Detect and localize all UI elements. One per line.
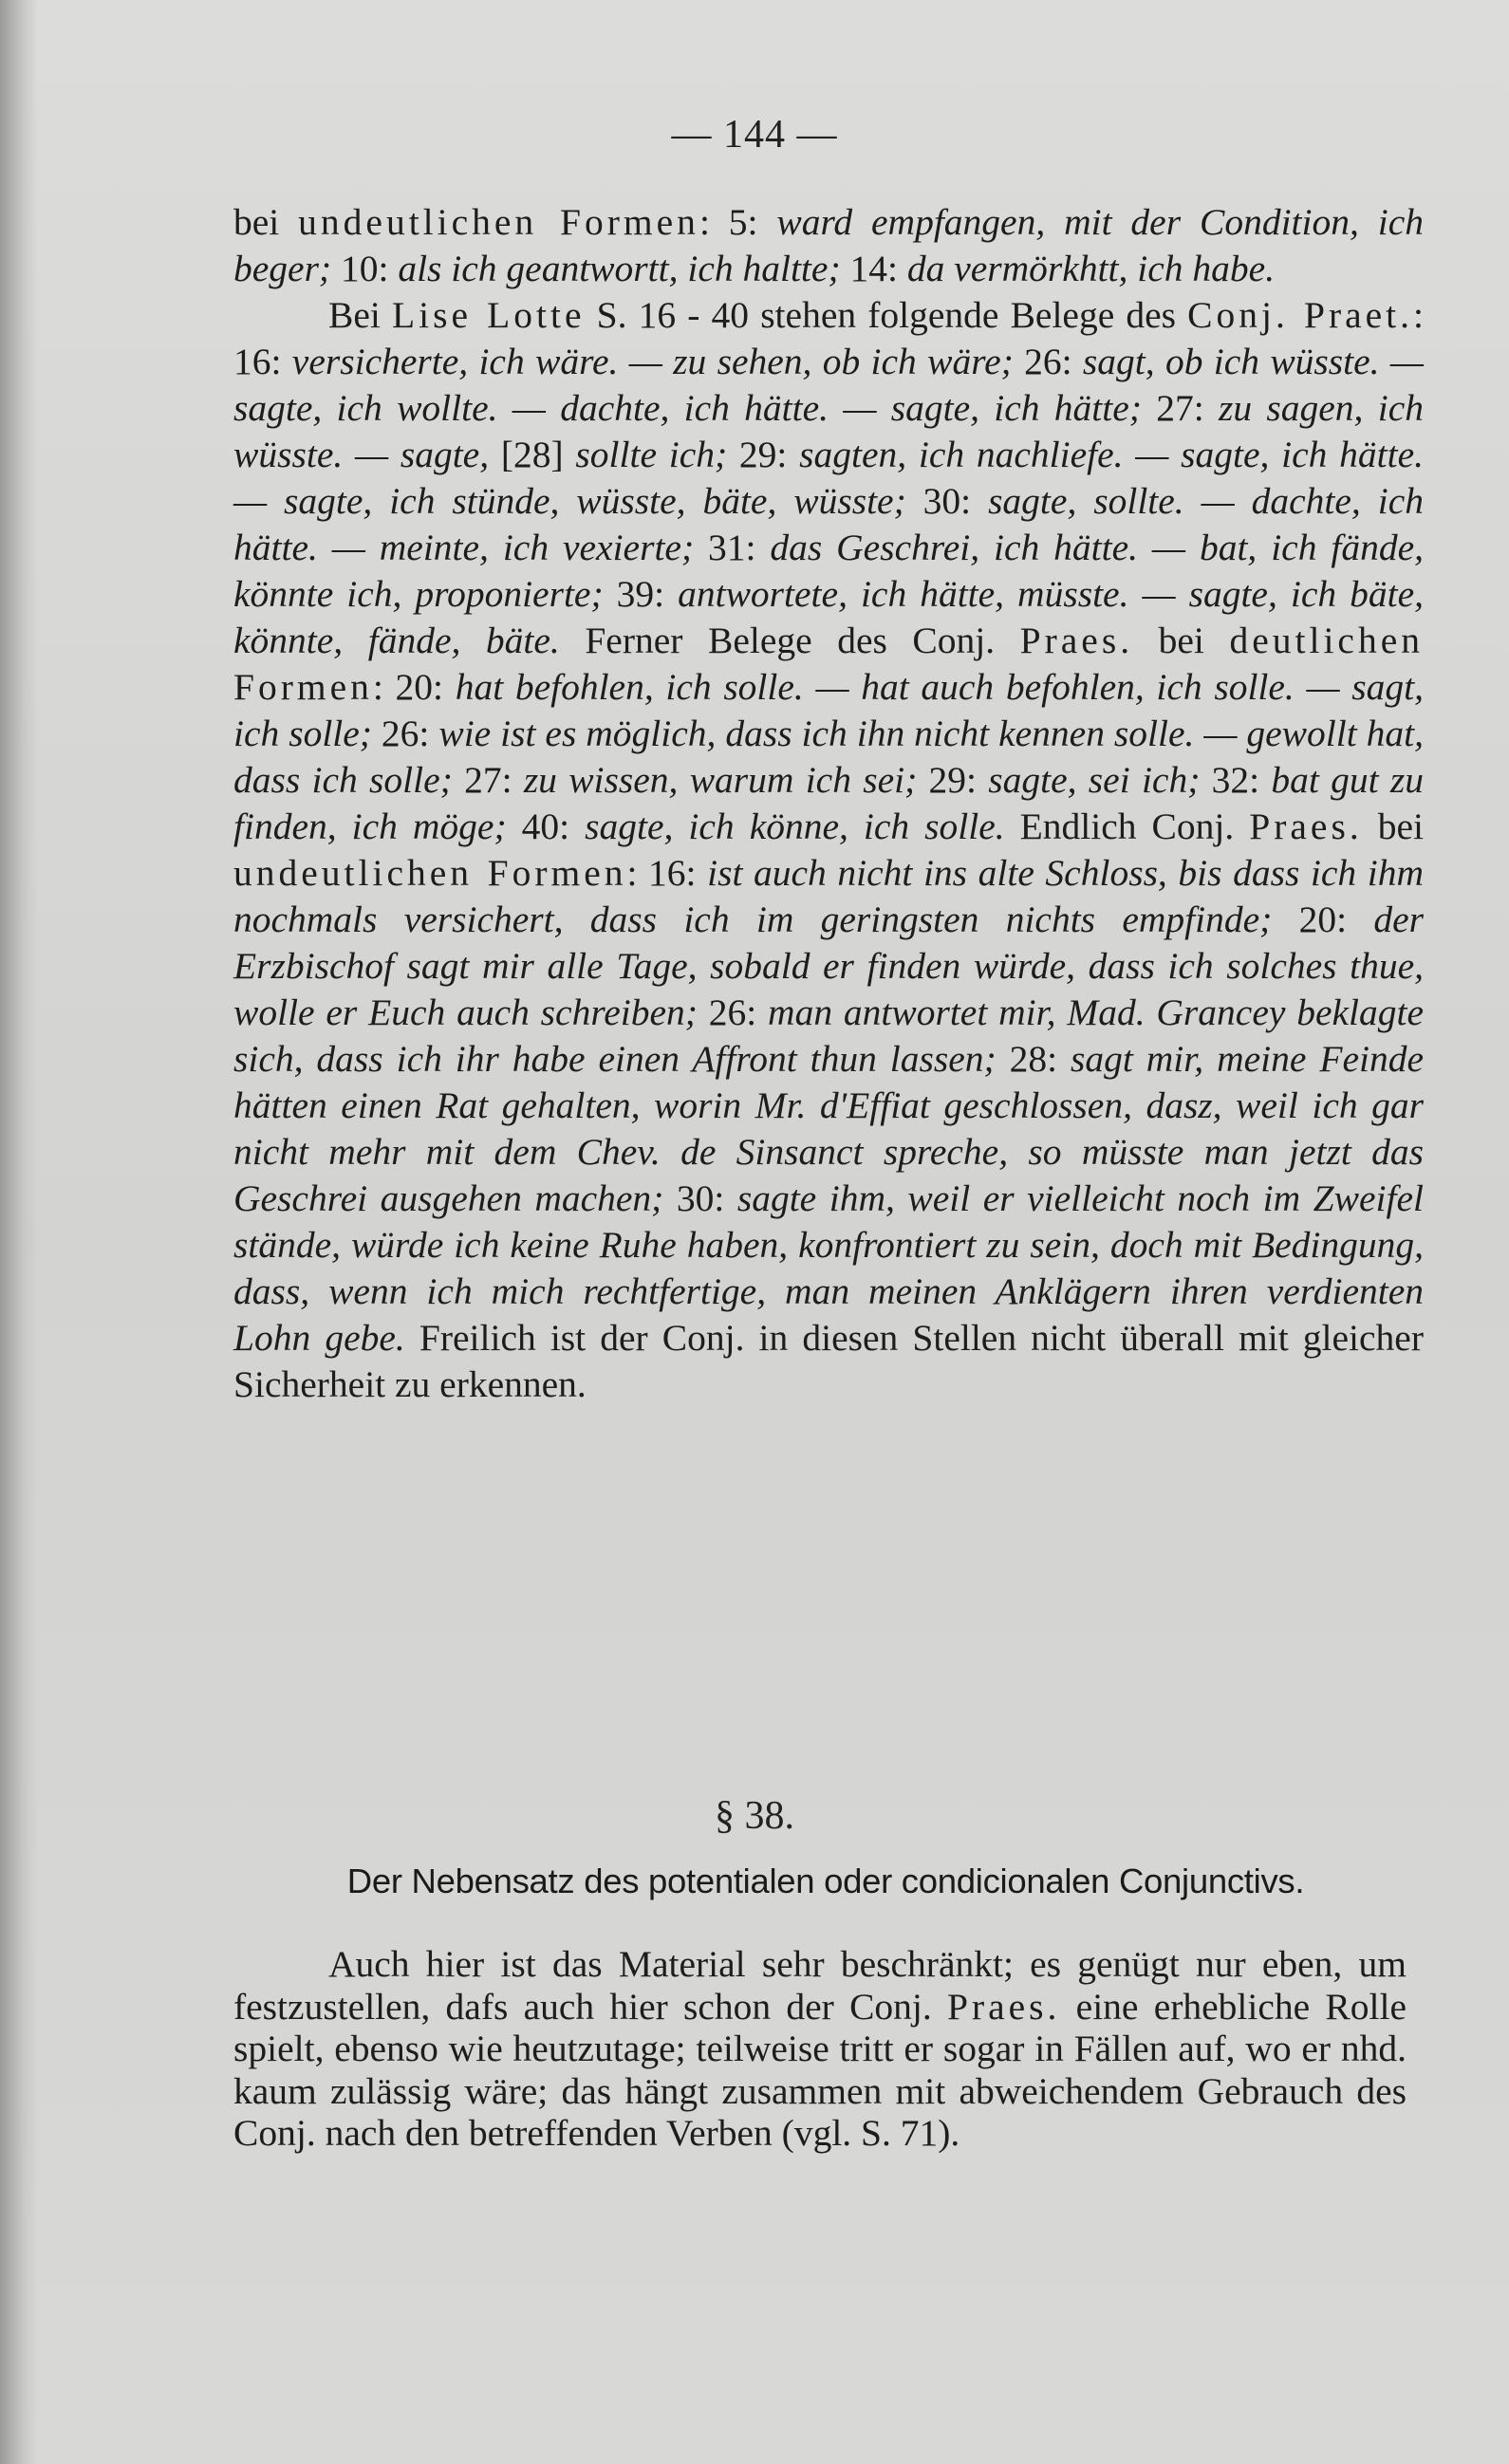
italic-quote: man antwortet mir, Mad. Grancey beklagte sich, dass ich ihr habe einen Affront thun lassen; bbox=[233, 991, 1424, 1080]
italic-quote: sagt, ob ich wüsste. — sagte, ich wollte. — dachte, ich hätte. — sagte, ich hätte; bbox=[233, 341, 1424, 429]
text-run: eine erhebliche Rolle spielt, ebenso wie heutzutage; teilweise tritt er sogar in Fällen auf, wo er nhd. kaum zulässig wäre; das hängt zusammen mit abweichendem Gebrauch des Conj. nach den betreffenden Verben (vgl. S. 71). bbox=[233, 1985, 1407, 2154]
text-run: 26: bbox=[371, 713, 439, 754]
text-run: 27: bbox=[452, 759, 524, 801]
italic-quote: wie ist es möglich, dass ich ihn nicht kennen solle. — gewollt hat, dass ich solle; bbox=[233, 713, 1424, 801]
section-paragraph bbox=[233, 1943, 1407, 2155]
text-run: Bei bbox=[328, 294, 392, 336]
paragraph-continuation bbox=[233, 199, 1424, 292]
italic-quote: sagte, sollte. — dachte, ich hätte. — meinte, ich vexierte; bbox=[233, 480, 1424, 568]
text-run: 29: bbox=[917, 759, 989, 801]
spaced-text: Conj. Praet. bbox=[1187, 294, 1414, 336]
italic-quote: ward empfangen, mit der Condition, ich beger; bbox=[233, 201, 1424, 289]
text-run: : 16: bbox=[626, 852, 708, 894]
section-heading: Der Nebensatz des potentialen oder condicionalen Conjunctivs. bbox=[346, 1862, 1305, 1900]
text-run: 26: bbox=[697, 991, 769, 1033]
page-number: — 144 — bbox=[671, 113, 838, 157]
text-run: Auch hier ist das Material sehr beschränkt; es genügt nur eben, um festzustellen, dafs auch hier schon der Conj. bbox=[233, 1943, 1407, 2028]
spaced-text: Praes. bbox=[947, 1985, 1061, 2028]
text-run: 28: bbox=[996, 1038, 1071, 1080]
text-run: [28] bbox=[489, 434, 576, 475]
italic-quote: sagte ihm, weil er vielleicht noch im Zweifel stände, würde ich keine Ruhe haben, konfrontiert zu sein, doch mit Bedingung, dass, wenn ich mich rechtfertige, man meinen Anklägern ihren verdienten Lohn gebe. bbox=[233, 1177, 1424, 1359]
italic-quote: da vermörkhtt, ich habe. bbox=[906, 248, 1276, 289]
spaced-text: deutlichen Formen bbox=[233, 620, 1424, 708]
italic-quote: sagte, sei ich; bbox=[988, 759, 1201, 801]
spaced-text: undeutlichen Formen bbox=[233, 852, 627, 894]
paragraph-lise-lotte bbox=[233, 292, 1424, 1408]
italic-quote: versicherte, ich wäre. — zu sehen, ob ich wäre; bbox=[291, 341, 1014, 382]
text-run: 14: bbox=[840, 248, 907, 289]
text-run: 31: bbox=[694, 527, 771, 568]
text-run: S. 16 - 40 stehen folgende Belege des bbox=[585, 294, 1188, 336]
text-run: : 20: bbox=[372, 666, 456, 708]
italic-quote: sagt mir, meine Feinde hätten einen Rat gehalten, worin Mr. d'Effiat geschlossen, dasz, weil ich gar nicht mehr mit dem Chev. de Sinsanct spreche, so müsste man jetzt das Geschrei ausgehen machen; bbox=[233, 1038, 1424, 1219]
italic-quote: bat gut zu finden, ich möge; bbox=[233, 759, 1424, 847]
paragraph bbox=[233, 1943, 1407, 2155]
italic-quote: ist auch nicht ins alte Schloss, bis dass ich ihm nochmals versichert, dass ich im geringsten nichts empfinde; bbox=[233, 852, 1424, 940]
text-run: Endlich Conj. bbox=[1004, 806, 1250, 847]
text-run: 40: bbox=[506, 806, 586, 847]
italic-quote: als ich geantwortt, ich haltte; bbox=[398, 248, 841, 289]
text-run: 26: bbox=[1013, 341, 1083, 382]
main-text bbox=[233, 199, 1424, 1408]
text-run: 29: bbox=[727, 434, 800, 475]
text-run: Ferner Belege des Conj. bbox=[559, 620, 1020, 661]
italic-quote: zu wissen, warum ich sei; bbox=[523, 759, 918, 801]
text-run: bei bbox=[233, 201, 280, 243]
text-run: : 5: bbox=[699, 201, 777, 243]
spaced-text: Lise Lotte bbox=[392, 294, 586, 336]
text-run: : 16: bbox=[233, 294, 1425, 382]
spaced-text: Praes. bbox=[1019, 620, 1134, 661]
text-run: bei bbox=[1362, 806, 1424, 847]
text-run: bei bbox=[1133, 620, 1230, 661]
italic-quote: das Geschrei, ich hätte. — bat, ich fände, könnte ich, proponierte; bbox=[233, 527, 1424, 615]
italic-quote: sagten, ich nachliefe. — sagte, ich hätte. — sagte, ich stünde, wüsste, bäte, wüsste; bbox=[233, 434, 1424, 522]
text-run: 20: bbox=[1272, 899, 1374, 940]
text-run: 32: bbox=[1200, 759, 1272, 801]
section-number: § 38. bbox=[715, 1794, 794, 1838]
text-run: 30: bbox=[663, 1177, 737, 1219]
text-run: 10: bbox=[331, 248, 399, 289]
italic-quote: der Erzbischof sagt mir alle Tage, sobald er finden würde, dass ich solches thue, wolle er Euch auch schreiben; bbox=[233, 899, 1424, 1033]
text-run: 27: bbox=[1141, 387, 1219, 429]
italic-quote: zu sagen, ich wüsste. — sagte, bbox=[233, 387, 1424, 475]
italic-quote: antwortete, ich hätte, müsste. — sagte, ich bäte, könnte, fände, bäte. bbox=[233, 573, 1424, 661]
spaced-text: undeutlichen Formen bbox=[298, 201, 699, 243]
text-run: 39: bbox=[603, 573, 679, 615]
text-run: Freilich ist der Conj. in diesen Stellen nicht überall mit gleicher Sicherheit zu erkennen. bbox=[233, 1317, 1424, 1405]
spaced-text: Praes. bbox=[1249, 806, 1363, 847]
italic-quote: sagte, ich könne, ich solle. bbox=[585, 806, 1005, 847]
italic-quote: sollte ich; bbox=[575, 434, 728, 475]
text-run: 30: bbox=[905, 480, 989, 522]
page-edge-shadow bbox=[0, 0, 38, 2464]
italic-quote: hat befohlen, ich solle. — hat auch befohlen, ich solle. — sagt, ich solle; bbox=[233, 666, 1424, 754]
